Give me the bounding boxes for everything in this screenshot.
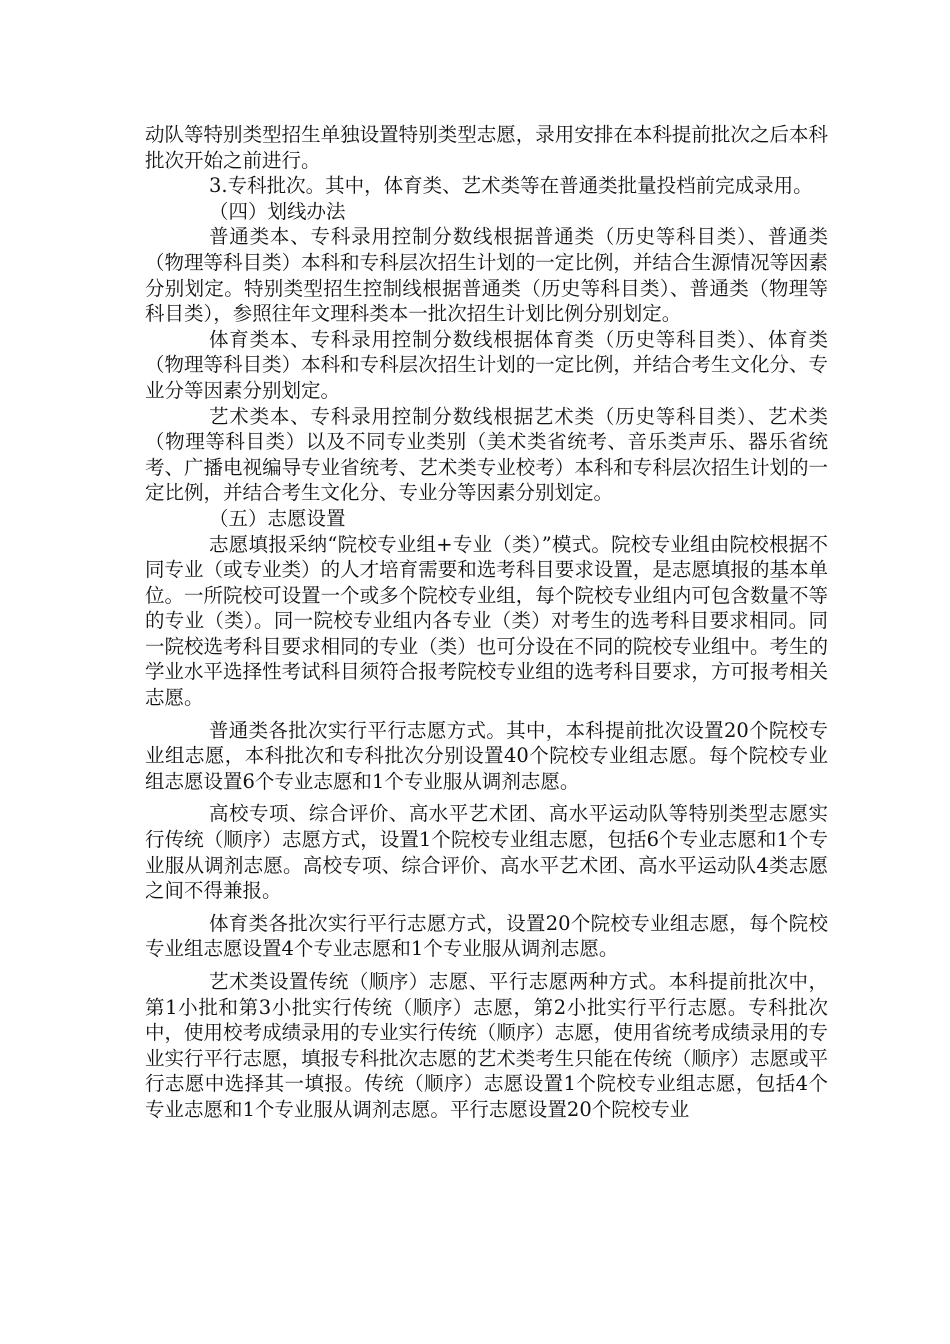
paragraph: 动队等特别类型招生单独设置特别类型志愿，录用安排在本科提前批次之后本科批次开始之前进行。 (145, 123, 828, 172)
section-heading: （四）划线办法 (209, 199, 346, 223)
paragraph: 艺术类本、专科录用控制分数线根据艺术类（历史等科目类）、艺术类（物理等科目类）以及不同专业类别（美术类省统考、音乐类声乐、器乐省统考、广播电视编导专业省统考、艺术类专业校考）本科和专科层次招生计划的一定比例，并结合考生文化分、专业分等因素分别划定。 (145, 404, 828, 505)
paragraph: 志愿填报采纳“院校专业组+专业（类）”模式。院校专业组由院校根据不同专业（或专业类）的人才培育需要和选考科目要求设置，是志愿填报的基本单位。一所院校可设置一个或多个院校专业组，每个院校专业组内可包含数量不等的专业（类）。同一院校专业组内各专业（类）对考生的选考科目要求相同。同一院校选考科目要求相同的专业（类）也可分设在不同的院校专业组中。考生的学业水平选择性考试科目须符合报考院校专业组的选考科目要求，方可报考相关志愿。 (145, 532, 828, 710)
paragraph: 体育类本、专科录用控制分数线根据体育类（历史等科目类）、体育类（物理等科目类）本科和专科层次招生计划的一定比例，并结合考生文化分、专业分等因素分别划定。 (145, 327, 828, 402)
paragraph: 艺术类设置传统（顺序）志愿、平行志愿两种方式。本科提前批次中，第1小批和第3小批实行传统（顺序）志愿，第2小批实行平行志愿。专科批次中，使用校考成绩录用的专业实行传统（顺序）志愿，使用省统考成绩录用的专业实行平行志愿，填报专科批次志愿的艺术类考生只能在传统（顺序）志愿或平行志愿中选择其一填报。传统（顺序）志愿设置1个院校专业组志愿，包括4个专业志愿和1个专业服从调剂志愿。平行志愿设置20个院校专业 (145, 970, 828, 1121)
paragraph: 3.专科批次。其中，体育类、艺术类等在普通类批量投档前完成录用。 (209, 174, 813, 198)
section-heading: （五）志愿设置 (209, 506, 346, 530)
paragraph: 普通类各批次实行平行志愿方式。其中，本科提前批次设置20个院校专业组志愿，本科批次和专科批次分别设置40个院校专业组志愿。每个院校专业组志愿设置6个专业志愿和1个专业服从调剂志愿。 (145, 718, 828, 793)
paragraph: 体育类各批次实行平行志愿方式，设置20个院校专业组志愿，每个院校专业组志愿设置4个专业志愿和1个专业服从调剂志愿。 (145, 911, 828, 961)
paragraph: 高校专项、综合评价、高水平艺术团、高水平运动队等特别类型志愿实行传统（顺序）志愿方式，设置1个院校专业组志愿，包括6个专业志愿和1个专业服从调剂志愿。高校专项、综合评价、高水平艺术团、高水平运动队4类志愿之间不得兼报。 (145, 802, 828, 903)
paragraph: 普通类本、专科录用控制分数线根据普通类（历史等科目类）、普通类（物理等科目类）本科和专科层次招生计划的一定比例，并结合生源情况等因素分别划定。特别类型招生控制线根据普通类（历史等科目类）、普通类（物理等科目类），参照往年文理科类本一批次招生计划比例分别划定。 (145, 225, 828, 326)
